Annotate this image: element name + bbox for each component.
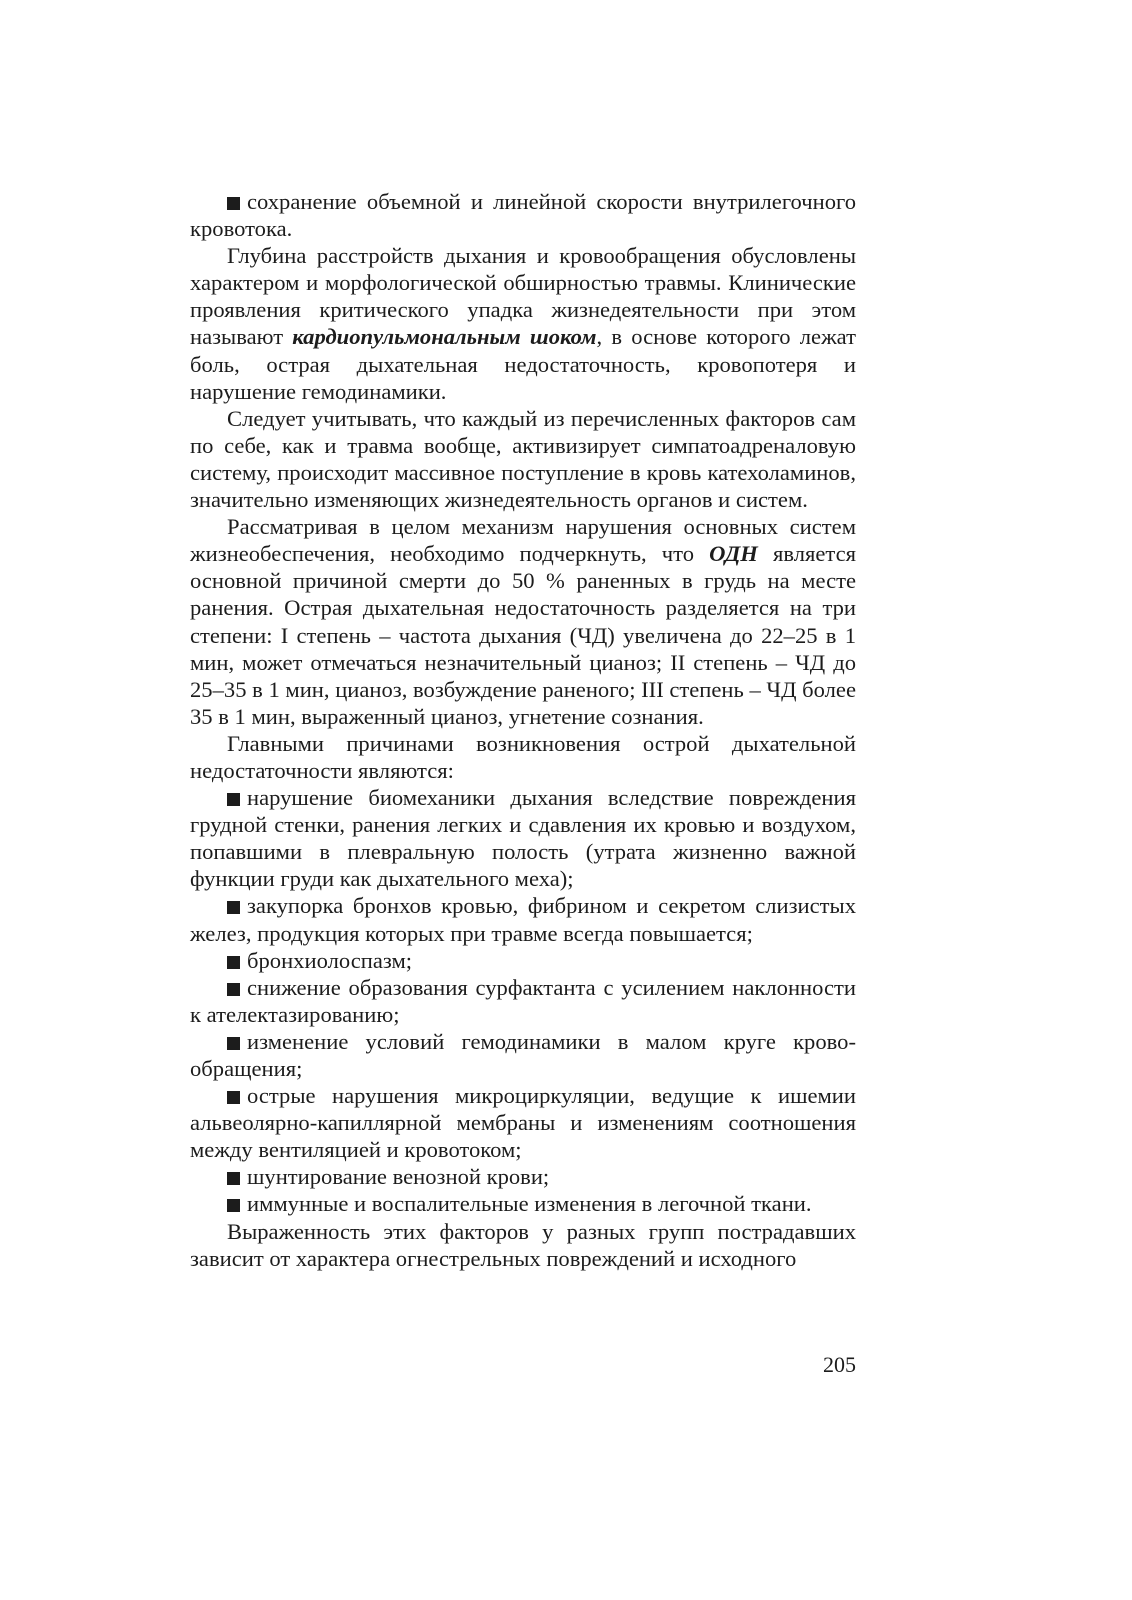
square-bullet-icon — [227, 793, 240, 806]
bullet-item — [190, 1190, 856, 1217]
bullet-text: шунтирование венозной крови; — [247, 1164, 550, 1190]
square-bullet-icon — [227, 1091, 240, 1104]
bullet-item — [190, 188, 856, 242]
square-bullet-icon — [227, 983, 240, 996]
paragraph-text: Главными причинами возникновения острой дыхательной недостаточности являются: — [190, 730, 856, 783]
paragraph-text: Глубина расстройств дыхания и кровообращения обусловлены характером и морфологической обширностью травмы. Клинические проявления критического упадка жизнедеятельности при этом называют — [190, 243, 856, 350]
paragraph — [190, 1218, 856, 1272]
emphasized-term: ОДН — [709, 541, 758, 567]
bullet-text: нарушение биомеханики дыхания вследствие повреждения грудной стенки, ранения легких и сдавления их кровью и воздухом, попавшими в плевральную полость (утрата жизненно важной функции груди как дыхательного меха); — [190, 785, 856, 892]
square-bullet-icon — [227, 1199, 240, 1212]
bullet-text: бронхиолоспазм; — [247, 947, 413, 973]
bullet-item — [190, 947, 856, 974]
paragraph-text: , в основе которого лежат боль, острая дыхательная недостаточность, кровопотеря и нарушение гемодинамики. — [190, 324, 857, 404]
square-bullet-icon — [227, 1172, 240, 1185]
bullet-text: изменение условий гемодинамики в малом круге кровообращения; — [190, 1028, 856, 1081]
bullet-item — [190, 1163, 856, 1190]
body-text — [190, 188, 856, 1272]
paragraph — [190, 242, 856, 405]
bullet-text: сохранение объемной и линейной скорости внутрилегочного кровотока. — [190, 189, 856, 242]
square-bullet-icon — [227, 1037, 240, 1050]
square-bullet-icon — [227, 901, 240, 914]
paragraph-text: является основной причиной смерти до 50 % раненных в грудь на месте ранения. Острая дыхательная недостаточность разделяется на три степени: I степень – частота дыхания (ЧД) увеличена до 22–25 в 1 мин, может отмечаться незначительный цианоз; II степень – ЧД до 25–35 в 1 мин, цианоз, возбуждение раненого; III степень – ЧД более 35 в 1 мин, выраженный цианоз, угнетение сознания. — [190, 541, 856, 729]
page-number: 205 — [823, 1352, 856, 1377]
bullet-text: острые нарушения микроциркуляции, ведущие к ишемии альвеолярно-капиллярной мембраны и изменениям соотношения между вентиляцией и кровотоком; — [190, 1083, 856, 1163]
bullet-item — [190, 1082, 856, 1163]
emphasized-term: кардиопульмональным шоком — [292, 324, 597, 350]
paragraph-text: Следует учитывать, что каждый из перечисленных факторов сам по себе, как и травма вообще, активизирует симпатоадреналовую систему, происходит массивное поступление в кровь катехоламинов, значительно изменяющих жизнедеятельность органов и систем. — [190, 405, 856, 513]
bullet-text: снижение образования сурфактанта с усилением наклонности к ателектазированию; — [190, 974, 856, 1027]
bullet-item — [190, 974, 856, 1028]
bullet-item — [190, 784, 856, 892]
paragraph-text: Выраженность этих факторов у разных групп пострадавших зависит от характера огнестрельных повреждений и исходного — [190, 1218, 856, 1271]
bullet-item — [190, 1028, 856, 1082]
bullet-text: закупорка бронхов кровью, фибрином и секретом слизистых желез, продукция которых при травме всегда повышается; — [190, 893, 856, 946]
square-bullet-icon — [227, 956, 240, 969]
bullet-item — [190, 892, 856, 946]
paragraph — [190, 730, 856, 784]
square-bullet-icon — [227, 197, 240, 210]
bullet-text: иммунные и воспалительные изменения в легочной ткани. — [247, 1191, 812, 1217]
paragraph-text: Рассматривая в целом механизм нарушения основных систем жизнеобеспечения, необходимо подчеркнуть, что — [190, 514, 856, 567]
paragraph — [190, 513, 856, 730]
paragraph — [190, 405, 856, 513]
